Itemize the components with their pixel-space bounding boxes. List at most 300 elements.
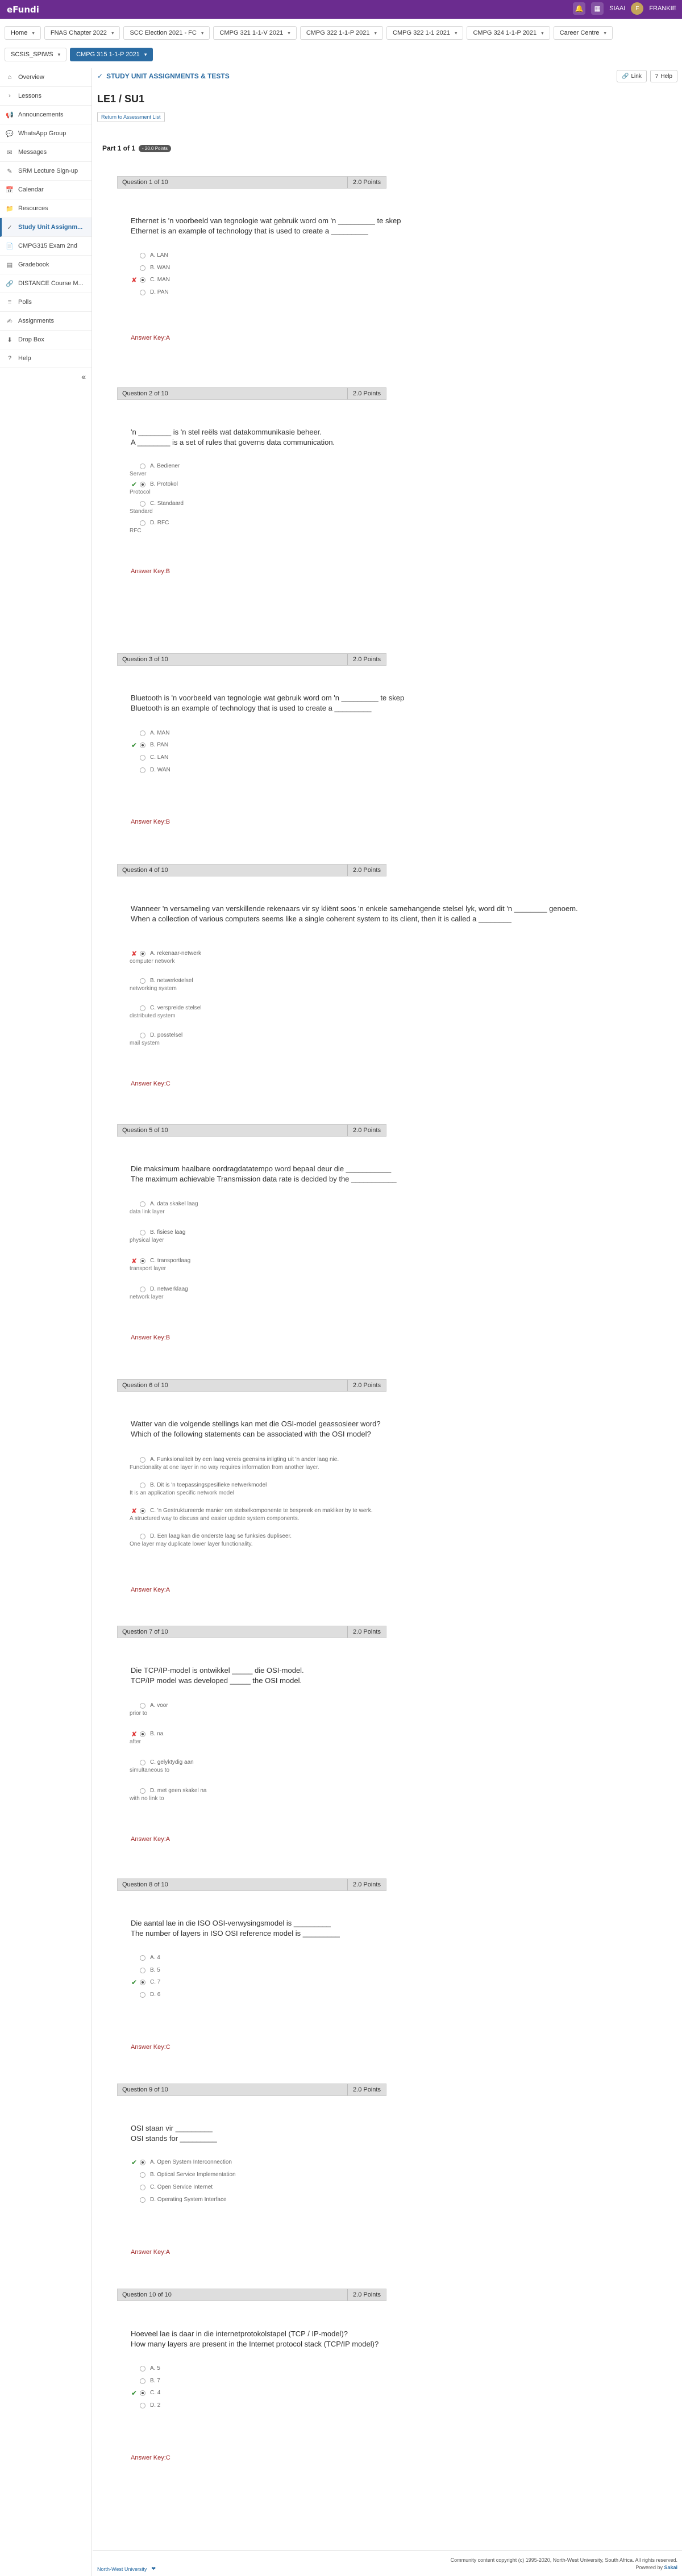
sidebar-item[interactable] xyxy=(0,331,92,349)
answer-radio[interactable] xyxy=(140,2160,145,2165)
answer-option-label: C. Open Service Internet xyxy=(150,2184,213,2190)
chevron-down-icon[interactable]: ▾ xyxy=(111,30,114,36)
question-number: Question 9 of 10 xyxy=(122,2086,168,2093)
answer-option-label: C. LAN xyxy=(150,754,169,761)
sidebar-item-label: Calendar xyxy=(18,186,44,193)
answer-option-row xyxy=(131,1759,194,1767)
answer-option-translation: A structured way to discuss and easier update system components. xyxy=(130,1515,300,1522)
question-text-en: Bluetooth is an example of technology that is used to create a _________ xyxy=(131,704,372,712)
answer-radio[interactable] xyxy=(140,2366,145,2372)
answer-option xyxy=(131,481,178,496)
site-tab[interactable] xyxy=(5,48,66,61)
footer-link-nwu[interactable]: North-West University xyxy=(97,2566,147,2572)
answer-option-row xyxy=(131,2389,160,2397)
site-tab[interactable] xyxy=(70,48,153,61)
chevron-down-icon[interactable]: ▾ xyxy=(32,30,35,36)
answer-option-label: B. Dit is 'n toepassingspesifieke netwerkmodel xyxy=(150,1482,267,1488)
sidebar-item[interactable] xyxy=(0,162,92,181)
question-text-en: TCP/IP model was developed _____ the OSI model. xyxy=(131,1676,302,1685)
answer-option-row xyxy=(131,950,201,958)
question-number: Question 2 of 10 xyxy=(122,390,168,397)
answer-option-row xyxy=(131,2171,236,2179)
question-header xyxy=(117,653,386,666)
return-to-assessment-list-button[interactable]: Return to Assessment List xyxy=(97,112,165,122)
chevron-down-icon[interactable]: ▾ xyxy=(57,51,61,57)
answer-option-row xyxy=(131,977,193,985)
answer-option-translation: RFC xyxy=(130,528,142,534)
correct-check-icon: ✔ xyxy=(131,2389,138,2397)
site-tab-label: CMPG 321 1-1-V 2021 xyxy=(219,30,284,36)
chevron-down-icon[interactable]: ▾ xyxy=(201,30,204,36)
question-text-af: Watter van die volgende stellings kan met die OSI-model geassosieer word? xyxy=(131,1419,381,1428)
answer-option-label: B. PAN xyxy=(150,742,169,748)
question-number: Question 6 of 10 xyxy=(122,1382,168,1389)
incorrect-x-icon: ✘ xyxy=(131,276,138,284)
sidebar-item-label: Polls xyxy=(18,299,32,306)
site-tab-label: CMPG 315 1-1-P 2021 xyxy=(76,51,140,58)
answer-option-translation: physical layer xyxy=(130,1237,164,1243)
answer-radio[interactable] xyxy=(140,1230,145,1235)
question-header xyxy=(117,176,386,189)
answer-option-row xyxy=(131,264,170,272)
question-header xyxy=(117,864,386,876)
answer-radio[interactable] xyxy=(140,277,145,283)
question-header xyxy=(117,2084,386,2096)
link-label: Link xyxy=(631,73,642,80)
chevron-down-icon[interactable]: ▾ xyxy=(288,30,290,36)
answer-option-row xyxy=(131,481,178,489)
site-tab-label: CMPG 322 1-1 2021 xyxy=(393,30,450,36)
answer-option xyxy=(131,1759,194,1775)
sidebar-item[interactable] xyxy=(0,218,92,237)
question-text-af: Die TCP/IP-model is ontwikkel _____ die OSI-model. xyxy=(131,1666,304,1675)
question-points: 2.0 Points xyxy=(347,2084,386,2095)
answer-radio[interactable] xyxy=(140,464,145,469)
answer-radio[interactable] xyxy=(140,1703,145,1709)
answer-option-label: B. Optical Service Implementation xyxy=(150,2172,236,2178)
answer-radio[interactable] xyxy=(140,1955,145,1961)
answer-option-label: B. WAN xyxy=(150,265,170,271)
answer-radio[interactable] xyxy=(140,742,145,748)
answer-option-row xyxy=(131,1533,292,1540)
answer-radio[interactable] xyxy=(140,1287,145,1292)
answer-key: Answer Key:C xyxy=(131,1080,170,1087)
answer-option-label: C. 'n Gestruktureerde manier om stelselkomponente te bespreek en makliker by te werk. xyxy=(150,1508,373,1514)
signup-icon: ✎ xyxy=(7,168,13,175)
grid-icon[interactable]: ▦ xyxy=(591,2,604,15)
chevron-right-icon: › xyxy=(9,93,11,99)
answer-option-translation: distributed system xyxy=(130,1013,176,1019)
answer-option-row xyxy=(131,2402,160,2410)
question-text-af: Hoeveel lae is daar in die internetprotokolstapel (TCP / IP-model)? xyxy=(131,2329,348,2338)
answer-option-translation: Protocol xyxy=(130,489,151,495)
answer-option xyxy=(131,1507,373,1523)
answer-option-row xyxy=(131,766,170,774)
sidebar xyxy=(0,68,92,2576)
main-content xyxy=(93,68,682,2576)
question-text-af: Wanneer 'n versameling van verskillende rekenaars vir sy kliënt soos 'n enkele samehangende stelsel lyk, word dit 'n ________ genoem. xyxy=(131,904,578,913)
answer-option-label: A. voor xyxy=(150,1702,168,1709)
question-header xyxy=(117,2289,386,2301)
answer-option xyxy=(131,1257,190,1273)
question-number: Question 1 of 10 xyxy=(122,179,168,186)
site-tab[interactable] xyxy=(386,26,463,40)
answer-option-label: B. netwerkstelsel xyxy=(150,978,193,984)
answer-option-translation: simultaneous to xyxy=(130,1767,170,1773)
answer-option-row xyxy=(131,1702,168,1710)
answer-option-row xyxy=(131,252,168,260)
sidebar-item[interactable] xyxy=(0,349,92,368)
answer-option-row xyxy=(131,741,168,749)
incorrect-x-icon: ✘ xyxy=(131,1730,138,1738)
answer-option xyxy=(131,519,169,535)
question-text xyxy=(131,1164,397,1184)
answer-option-label: D. RFC xyxy=(150,520,169,526)
answer-option xyxy=(131,2159,232,2166)
answer-option xyxy=(131,1004,202,1020)
answer-radio[interactable] xyxy=(140,1508,145,1514)
answer-option xyxy=(131,2365,160,2373)
sakai-logo-icon: ❤ xyxy=(151,2566,156,2571)
answer-option-label: D. netwerklaag xyxy=(150,1286,188,1292)
answer-option-row xyxy=(131,1991,160,1999)
answer-option xyxy=(131,500,184,516)
answer-option xyxy=(131,1702,168,1718)
answer-radio[interactable] xyxy=(140,1201,145,1207)
answer-radio[interactable] xyxy=(140,2197,145,2203)
answer-radio[interactable] xyxy=(140,1992,145,1998)
part-heading xyxy=(102,144,171,152)
answer-option-label: A. Funksionaliteit by een laag vereis geensins inligting uit 'n ander laag nie. xyxy=(150,1456,339,1463)
answer-option-row xyxy=(131,276,170,284)
answer-radio[interactable] xyxy=(140,290,145,295)
answer-radio[interactable] xyxy=(140,1760,145,1765)
answer-option-row xyxy=(131,1285,188,1293)
site-tab-label: FNAS Chapter 2022 xyxy=(50,30,107,36)
answer-option-label: D. Operating System Interface xyxy=(150,2197,227,2203)
answer-option xyxy=(131,264,170,272)
question-number: Question 7 of 10 xyxy=(122,1629,168,1635)
site-tab[interactable] xyxy=(213,26,296,40)
sidebar-item[interactable] xyxy=(0,143,92,162)
question-text xyxy=(131,427,335,448)
incorrect-x-icon: ✘ xyxy=(131,950,138,958)
sidebar-item[interactable] xyxy=(0,256,92,274)
answer-radio[interactable] xyxy=(140,1731,145,1737)
answer-option-label: C. verspreide stelsel xyxy=(150,1005,202,1011)
answer-radio[interactable] xyxy=(140,2403,145,2408)
answer-radio[interactable] xyxy=(140,1483,145,1488)
answer-radio[interactable] xyxy=(140,1968,145,1973)
site-tabs xyxy=(0,25,682,41)
answer-option xyxy=(131,462,180,478)
answer-option-label: B. na xyxy=(150,1731,164,1737)
site-tab[interactable] xyxy=(300,26,383,40)
answer-key: Answer Key:B xyxy=(131,568,170,575)
answer-radio[interactable] xyxy=(140,2172,145,2178)
question-number: Question 8 of 10 xyxy=(122,1881,168,1888)
answer-option xyxy=(131,289,169,297)
answer-option-label: C. Standaard xyxy=(150,500,184,507)
question-text-en: The number of layers in ISO OSI reference model is _________ xyxy=(131,1929,340,1938)
answer-option xyxy=(131,741,168,749)
answer-option-label: B. 5 xyxy=(150,1967,160,1973)
answer-option xyxy=(131,1954,160,1962)
answer-option-translation: Functionality at one layer in no way requires information from another layer. xyxy=(130,1464,319,1471)
collapse-sidebar-button[interactable] xyxy=(0,368,92,385)
question-points: 2.0 Points xyxy=(347,388,386,399)
answer-option xyxy=(131,2171,236,2179)
question-header xyxy=(117,387,386,400)
sakai-brand[interactable]: Sakai xyxy=(664,2565,677,2570)
answer-option-label: A. 4 xyxy=(150,1955,160,1961)
answer-option-label: D. PAN xyxy=(150,289,169,295)
question-header xyxy=(117,1878,386,1891)
answer-radio[interactable] xyxy=(140,482,145,487)
answer-option-row xyxy=(131,2183,213,2191)
question-text-af: Die maksimum haalbare oordragdatatempo word bepaal deur die ___________ xyxy=(131,1164,392,1173)
sidebar-item[interactable] xyxy=(0,106,92,124)
site-tab-label: SCSIS_SPIWS xyxy=(11,51,53,58)
sidebar-item[interactable] xyxy=(0,199,92,218)
answer-radio[interactable] xyxy=(140,1005,145,1011)
answer-radio[interactable] xyxy=(140,1033,145,1038)
question-text-en: When a collection of various computers seems like a single coherent system to its client, then it is called a ________ xyxy=(131,915,512,923)
powered-by-text: Powered by xyxy=(635,2565,663,2570)
answer-option-label: A. rekenaar-netwerk xyxy=(150,950,202,957)
question-text xyxy=(131,2123,217,2144)
answer-option xyxy=(131,1533,292,1548)
question-points: 2.0 Points xyxy=(347,1380,386,1391)
answer-option xyxy=(131,2377,160,2385)
site-tab-label: Career Centre xyxy=(559,30,600,36)
incorrect-x-icon: ✘ xyxy=(131,1257,138,1265)
answer-radio[interactable] xyxy=(140,730,145,736)
sidebar-item[interactable] xyxy=(0,68,92,87)
question-points: 2.0 Points xyxy=(347,654,386,665)
incorrect-x-icon: ✘ xyxy=(131,1507,138,1515)
answer-radio[interactable] xyxy=(140,767,145,773)
answer-option xyxy=(131,1200,198,1216)
question-text-af: Die aantal lae in die ISO OSI-verwysingsmodel is _________ xyxy=(131,1919,331,1927)
gradebook-icon: ▤ xyxy=(6,261,13,269)
sidebar-item[interactable] xyxy=(0,312,92,331)
envelope-icon: ✉ xyxy=(7,149,13,156)
answer-option-label: C. transportlaag xyxy=(150,1258,191,1264)
points-badge: - 20.0 Points xyxy=(139,145,171,152)
sidebar-item-label: Announcements xyxy=(18,111,64,118)
answer-option-label: D. Een laag kan die onderste laag se funksies dupliseer. xyxy=(150,1533,292,1539)
answer-option-label: B. 7 xyxy=(150,2378,160,2384)
sidebar-item[interactable] xyxy=(0,124,92,143)
help-label: Help xyxy=(660,73,672,80)
sidebar-item-label: Gradebook xyxy=(18,261,49,268)
answer-option-row xyxy=(131,1032,182,1039)
answer-radio[interactable] xyxy=(140,1457,145,1463)
sidebar-item[interactable] xyxy=(0,87,92,106)
correct-check-icon: ✔ xyxy=(131,1978,138,1986)
question-text xyxy=(131,693,404,713)
answer-option-label: A. MAN xyxy=(150,730,170,736)
answer-radio[interactable] xyxy=(140,2378,145,2384)
answer-option xyxy=(131,729,169,737)
answer-option-row xyxy=(131,729,169,737)
question-text-en: Ethernet is an example of technology that is used to create a _________ xyxy=(131,227,368,235)
chevron-down-icon[interactable]: ▾ xyxy=(374,30,377,36)
answer-option-row xyxy=(131,1481,267,1489)
question-points: 2.0 Points xyxy=(347,1626,386,1638)
sidebar-item-label: Assignments xyxy=(18,318,54,324)
answer-option-label: C. gelyktydig aan xyxy=(150,1759,194,1765)
answer-option-row xyxy=(131,2159,232,2166)
answer-radio[interactable] xyxy=(140,978,145,984)
answer-radio[interactable] xyxy=(140,755,145,761)
site-tab-label: SCC Election 2021 - FC xyxy=(130,30,197,36)
question-points: 2.0 Points xyxy=(347,177,386,188)
answer-key: Answer Key:C xyxy=(131,2044,170,2051)
site-tab-label: CMPG 322 1-1-P 2021 xyxy=(306,30,370,36)
answer-option-row xyxy=(131,1967,160,1974)
site-tab-label: CMPG 324 1-1-P 2021 xyxy=(473,30,537,36)
sidebar-item-label: Study Unit Assignm... xyxy=(18,224,83,231)
answer-option-translation: computer network xyxy=(130,958,175,965)
answer-radio[interactable] xyxy=(140,2185,145,2190)
answer-option-row xyxy=(131,2365,160,2373)
answer-option xyxy=(131,252,168,260)
answer-radio[interactable] xyxy=(140,253,145,258)
chevron-down-icon[interactable]: ▾ xyxy=(604,30,606,36)
answer-option-translation: One layer may duplicate lower layer functionality. xyxy=(130,1541,253,1547)
answer-option-row xyxy=(131,500,184,508)
folder-icon: 📁 xyxy=(6,205,14,212)
site-tab[interactable] xyxy=(5,26,41,40)
user-name[interactable]: SIAAI xyxy=(609,5,626,12)
help-button[interactable] xyxy=(650,70,677,82)
answer-radio[interactable] xyxy=(140,1534,145,1539)
poll-icon: ≡ xyxy=(7,299,12,306)
answer-option xyxy=(131,1229,185,1245)
sidebar-item[interactable] xyxy=(0,293,92,312)
chevron-down-icon[interactable]: ▾ xyxy=(454,30,458,36)
home-icon: ⌂ xyxy=(7,74,12,81)
question-text-af: 'n ________ is 'n stel reëls wat datakommunikasie beheer. xyxy=(131,428,322,436)
answer-option xyxy=(131,1481,267,1497)
document-icon: 📄 xyxy=(6,243,14,250)
megaphone-icon: 📢 xyxy=(6,111,14,119)
check-icon: ✓ xyxy=(97,72,103,80)
site-tab[interactable] xyxy=(467,26,550,40)
answer-option xyxy=(131,1730,163,1746)
answer-option-row xyxy=(131,1730,163,1738)
answer-radio[interactable] xyxy=(140,1258,145,1264)
answer-option xyxy=(131,1032,182,1047)
site-tabs-row2 xyxy=(0,47,682,62)
sidebar-item-label: Overview xyxy=(18,74,44,81)
answer-option-translation: mail system xyxy=(130,1040,160,1046)
link-button[interactable] xyxy=(617,70,647,82)
answer-option-row xyxy=(131,1200,198,1208)
user-nav xyxy=(573,2,676,15)
answer-radio[interactable] xyxy=(140,2390,145,2396)
answer-key: Answer Key:B xyxy=(131,1334,170,1341)
question-text-en: A ________ is a set of rules that governs data communication. xyxy=(131,438,335,446)
footer xyxy=(93,2550,682,2576)
answer-option xyxy=(131,754,168,762)
question-points: 2.0 Points xyxy=(347,865,386,876)
answer-option-label: A. Bediener xyxy=(150,463,180,469)
answer-option xyxy=(131,1991,160,1999)
question-text-af: Ethernet is 'n voorbeeld van tegnologie wat gebruik word om 'n _________ te skep xyxy=(131,216,401,225)
answer-radio[interactable] xyxy=(140,1980,145,1985)
answer-option-label: D. posstelsel xyxy=(150,1032,183,1038)
site-tab[interactable] xyxy=(44,26,120,40)
sidebar-item[interactable] xyxy=(0,274,92,293)
user-id[interactable]: FRANKIE xyxy=(649,5,676,12)
assignment-icon: ✍ xyxy=(7,318,13,325)
answer-option xyxy=(131,2402,160,2410)
answer-option-row xyxy=(131,462,180,470)
answer-option-label: A. data skakel laag xyxy=(150,1201,198,1207)
answer-radio[interactable] xyxy=(140,1788,145,1794)
answer-option-translation: with no link to xyxy=(130,1796,164,1802)
question-points: 2.0 Points xyxy=(347,1125,386,1136)
answer-option-label: A. 5 xyxy=(150,2365,160,2372)
sidebar-item[interactable] xyxy=(0,181,92,199)
question-text-en: The maximum achievable Transmission data rate is decided by the ___________ xyxy=(131,1175,397,1183)
answer-option xyxy=(131,950,201,966)
answer-option-translation: Server xyxy=(130,471,147,477)
link-icon: 🔗 xyxy=(622,73,629,80)
answer-key: Answer Key:A xyxy=(131,2249,170,2256)
site-tab[interactable] xyxy=(554,26,613,40)
question-text-af: Bluetooth is 'n voorbeeld van tegnologie wat gebruik word om 'n _________ te skep xyxy=(131,694,405,702)
question-number: Question 10 of 10 xyxy=(122,2291,172,2298)
answer-option-translation: data link layer xyxy=(130,1209,165,1215)
answer-option-translation: transport layer xyxy=(130,1266,166,1272)
efundi-logo[interactable]: eFundi xyxy=(7,4,39,15)
answer-radio[interactable] xyxy=(140,951,145,957)
avatar[interactable]: F xyxy=(631,2,643,15)
question-text-en: How many layers are present in the Internet protocol stack (TCP/IP model)? xyxy=(131,2340,379,2348)
answer-option xyxy=(131,1456,339,1472)
answer-option-row xyxy=(131,1257,190,1265)
question-header xyxy=(117,1626,386,1638)
chevron-down-icon[interactable]: ▾ xyxy=(541,30,544,36)
answer-option-translation: networking system xyxy=(130,986,177,992)
double-chevron-left-icon[interactable]: « xyxy=(81,372,86,381)
answer-option-label: D. 6 xyxy=(150,1992,161,1998)
answer-option-row xyxy=(131,2196,227,2204)
sidebar-item[interactable] xyxy=(0,237,92,256)
check-icon: ✓ xyxy=(7,224,13,231)
bell-icon[interactable]: 🔔 xyxy=(573,2,585,15)
correct-check-icon: ✔ xyxy=(131,2159,138,2166)
sidebar-item-label: WhatsApp Group xyxy=(18,130,66,137)
site-tab-label: Home xyxy=(11,30,28,36)
answer-option-label: C. 7 xyxy=(150,1979,161,1985)
answer-option xyxy=(131,1978,160,1986)
answer-radio[interactable] xyxy=(140,520,145,526)
sidebar-item-label: DISTANCE Course M... xyxy=(18,280,84,287)
answer-option-row xyxy=(131,1978,160,1986)
tool-titlebar xyxy=(93,68,682,84)
answer-option xyxy=(131,1787,207,1803)
chevron-down-icon[interactable]: ▾ xyxy=(144,51,147,57)
answer-radio[interactable] xyxy=(140,265,145,271)
answer-option-row xyxy=(131,1507,373,1515)
site-tab[interactable] xyxy=(123,26,210,40)
answer-radio[interactable] xyxy=(140,501,145,507)
